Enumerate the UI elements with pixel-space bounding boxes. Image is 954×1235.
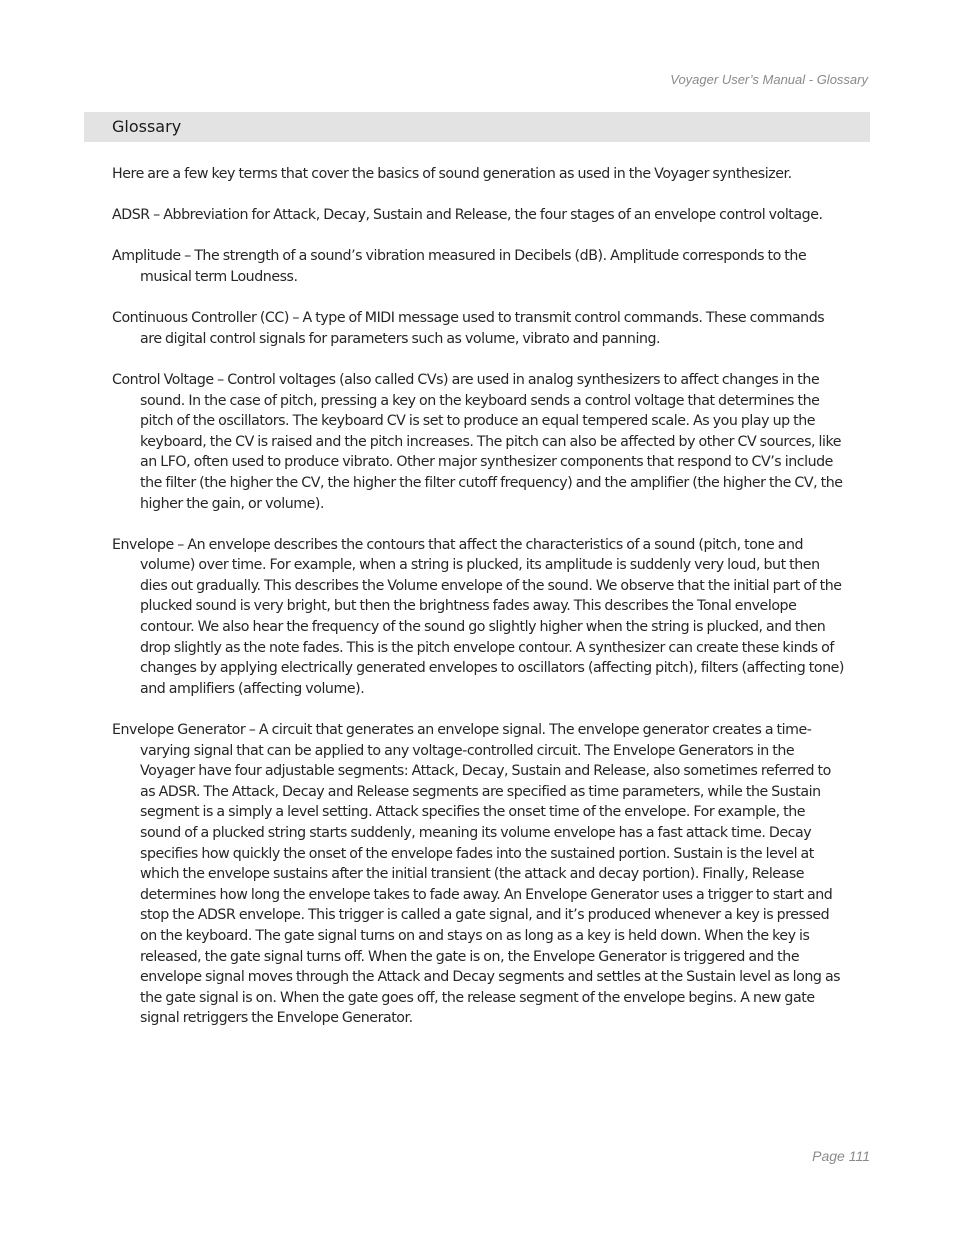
glossary-entry-continuous-controller: Continuous Controller (CC) – A type of MIDI message used to transmit control commands. These commands are digital control signals for parameters such as volume, vibrato and panning.: [112, 310, 825, 347]
running-header: Voyager User’s Manual - Glossary: [670, 72, 868, 87]
glossary-entry-adsr: ADSR – Abbreviation for Attack, Decay, Sustain and Release, the four stages of an envelope control voltage.: [112, 207, 823, 224]
glossary-body: [112, 164, 846, 1029]
glossary-entry-envelope: Envelope – An envelope describes the contours that affect the characteristics of a sound (pitch, tone and volume) over time. For example, when a string is plucked, its amplitude is suddenly very loud, but then dies out gradually. This describes the Volume envelope of the sound. We observe that the initial part of the plucked sound is very bright, but then the brightness fades away. This describes the Tonal envelope contour. We also hear the frequency of the sound go slightly higher when the string is plucked, and then drop slightly as the note fades. This is the pitch envelope contour. A synthesizer can create these kinds of changes by applying electrically generated envelopes to oscillators (affecting pitch), filters (affecting tone) and amplifiers (affecting volume).: [112, 536, 844, 697]
page-number: Page 111: [812, 1148, 870, 1164]
section-heading-bar: [84, 112, 870, 142]
glossary-entry-amplitude: Amplitude – The strength of a sound’s vibration measured in Decibels (dB). Amplitude corresponds to the musical term Loudness.: [112, 248, 807, 285]
glossary-entry-control-voltage: Control Voltage – Control voltages (also called CVs) are used in analog synthesizers to affect changes in the sound. In the case of pitch, pressing a key on the keyboard sends a control voltage that determines the pitch of the oscillators. The keyboard CV is set to produce an equal tempered scale. As you play up the keyboard, the CV is raised and the pitch increases. The pitch can also be affected by other CV sources, like an LFO, often used to produce vibrato. Other major synthesizer components that respond to CV’s include the filter (the higher the CV, the higher the filter cutoff frequency) and the amplifier (the higher the CV, the higher the gain, or volume).: [112, 371, 843, 512]
intro-paragraph: Here are a few key terms that cover the basics of sound generation as used in the Voyager synthesizer.: [112, 166, 792, 182]
section-title: Glossary: [112, 117, 182, 136]
glossary-entry-envelope-generator: Envelope Generator – A circuit that generates an envelope signal. The envelope generator creates a time-varying signal that can be applied to any voltage-controlled circuit. The Envelope Generators in the Voyager have four adjustable segments: Attack, Decay, Sustain and Release, also sometimes referred to as ADSR. The Attack, Decay and Release segments are specified as time parameters, while the Sustain segment is a simply a level setting. Attack specifies the onset time of the envelope. For example, the sound of a plucked string starts suddenly, meaning its volume envelope has a fast attack time. Decay specifies how quickly the onset of the envelope fades into the sustained portion. Sustain is the level at which the envelope sustains after the initial transient (the attack and decay portion). Finally, Release determines how long the envelope takes to fade away. An Envelope Generator uses a trigger to start and stop the ADSR envelope. This trigger is called a gate signal, and it’s produced whenever a key is pressed on the keyboard. The gate signal turns on and stays on as long as a key is held down. When the key is released, the gate signal turns off. When the gate is on, the Envelope Generator is triggered and the envelope signal moves through the Attack and Decay segments and settles at the Sustain level as long as the gate signal is on. When the gate goes off, the release segment of the envelope begins. A new gate signal retriggers the Envelope Generator.: [112, 722, 841, 1027]
